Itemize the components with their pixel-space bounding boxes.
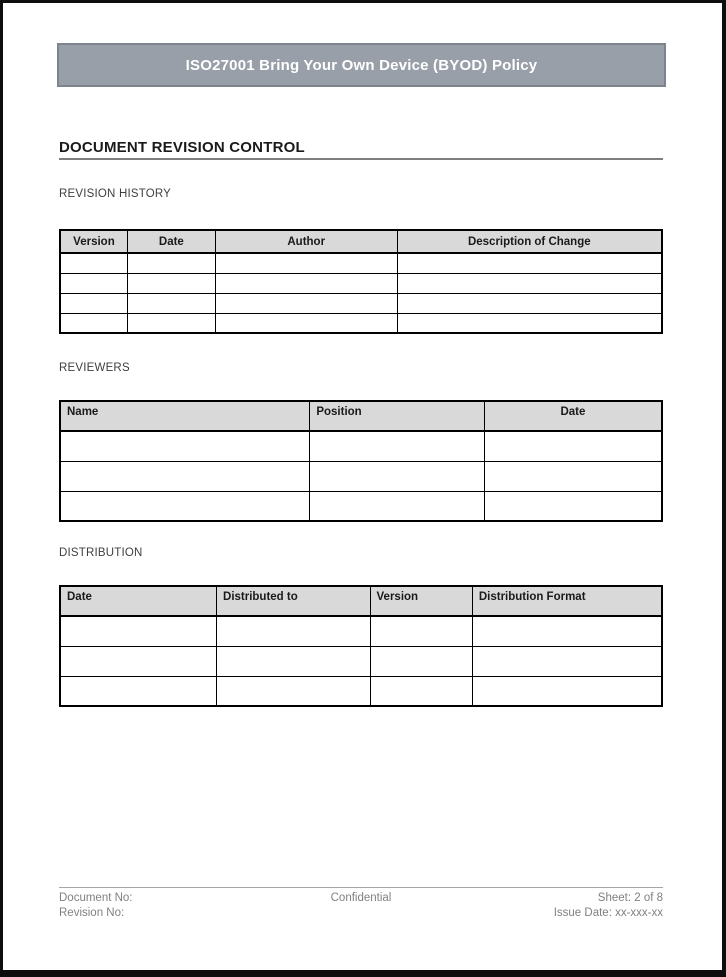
table-cell xyxy=(472,616,662,646)
table-row xyxy=(60,293,662,313)
column-header-distributed-to: Distributed to xyxy=(217,586,371,616)
table-row xyxy=(60,646,662,676)
section-label-distribution: DISTRIBUTION xyxy=(59,547,143,559)
table-cell xyxy=(60,491,310,521)
table-row xyxy=(60,313,662,333)
table-row xyxy=(60,491,662,521)
table-cell xyxy=(310,431,485,461)
table-row xyxy=(60,676,662,706)
table-cell xyxy=(215,293,397,313)
table-cell xyxy=(217,616,371,646)
table-cell xyxy=(60,461,310,491)
sheet-number: Sheet: 2 of 8 xyxy=(597,892,663,904)
table-row xyxy=(60,253,662,273)
page-footer xyxy=(59,887,663,921)
column-header-distribution-format: Distribution Format xyxy=(472,586,662,616)
table-cell xyxy=(60,253,127,273)
table-cell xyxy=(60,646,217,676)
table-cell xyxy=(127,293,215,313)
table-cell xyxy=(60,273,127,293)
table-cell xyxy=(397,293,662,313)
table-cell xyxy=(310,461,485,491)
distribution-table xyxy=(59,585,663,707)
table-row xyxy=(60,616,662,646)
document-title-banner xyxy=(57,43,666,87)
column-header-version: Version xyxy=(370,586,472,616)
revision-history-table xyxy=(59,229,663,334)
column-header-author: Author xyxy=(215,230,397,253)
table-cell xyxy=(370,676,472,706)
table-cell xyxy=(215,313,397,333)
table-cell xyxy=(215,253,397,273)
page-content xyxy=(59,140,663,707)
table-cell xyxy=(127,273,215,293)
footer-right xyxy=(391,891,663,921)
table-cell xyxy=(60,431,310,461)
table-cell xyxy=(397,273,662,293)
table-cell xyxy=(60,313,127,333)
table-cell xyxy=(484,491,662,521)
table-cell xyxy=(472,646,662,676)
column-header-description-of-change: Description of Change xyxy=(397,230,662,253)
issue-date: Issue Date: xx-xxx-xx xyxy=(553,907,663,919)
table-row xyxy=(60,431,662,461)
table-cell xyxy=(60,293,127,313)
table-row xyxy=(60,461,662,491)
column-header-date: Date xyxy=(60,586,217,616)
table-cell xyxy=(397,313,662,333)
table-cell xyxy=(397,253,662,273)
section-label-reviewers: REVIEWERS xyxy=(59,362,130,374)
page-title: DOCUMENT REVISION CONTROL xyxy=(59,140,663,160)
table-row xyxy=(60,273,662,293)
distribution-header-row xyxy=(60,586,662,616)
column-header-date: Date xyxy=(484,401,662,431)
revision-no-label: Revision No: xyxy=(59,907,125,919)
table-cell xyxy=(127,253,215,273)
table-cell xyxy=(217,646,371,676)
table-cell xyxy=(60,676,217,706)
table-cell xyxy=(370,646,472,676)
table-cell xyxy=(215,273,397,293)
column-header-version: Version xyxy=(60,230,127,253)
table-cell xyxy=(472,676,662,706)
column-header-date: Date xyxy=(127,230,215,253)
footer-left xyxy=(59,891,331,921)
column-header-name: Name xyxy=(60,401,310,431)
table-cell xyxy=(217,676,371,706)
column-header-position: Position xyxy=(310,401,485,431)
table-cell xyxy=(127,313,215,333)
revision-history-header-row xyxy=(60,230,662,253)
document-title: ISO27001 Bring Your Own Device (BYOD) Policy xyxy=(185,56,538,74)
table-cell xyxy=(484,461,662,491)
table-cell xyxy=(60,616,217,646)
reviewers-table xyxy=(59,400,663,522)
table-cell xyxy=(370,616,472,646)
table-cell xyxy=(310,491,485,521)
table-cell xyxy=(484,431,662,461)
section-label-revision-history: REVISION HISTORY xyxy=(59,188,172,200)
document-no-label: Document No: xyxy=(59,892,133,904)
reviewers-header-row xyxy=(60,401,662,431)
confidential-label: Confidential xyxy=(330,892,392,904)
